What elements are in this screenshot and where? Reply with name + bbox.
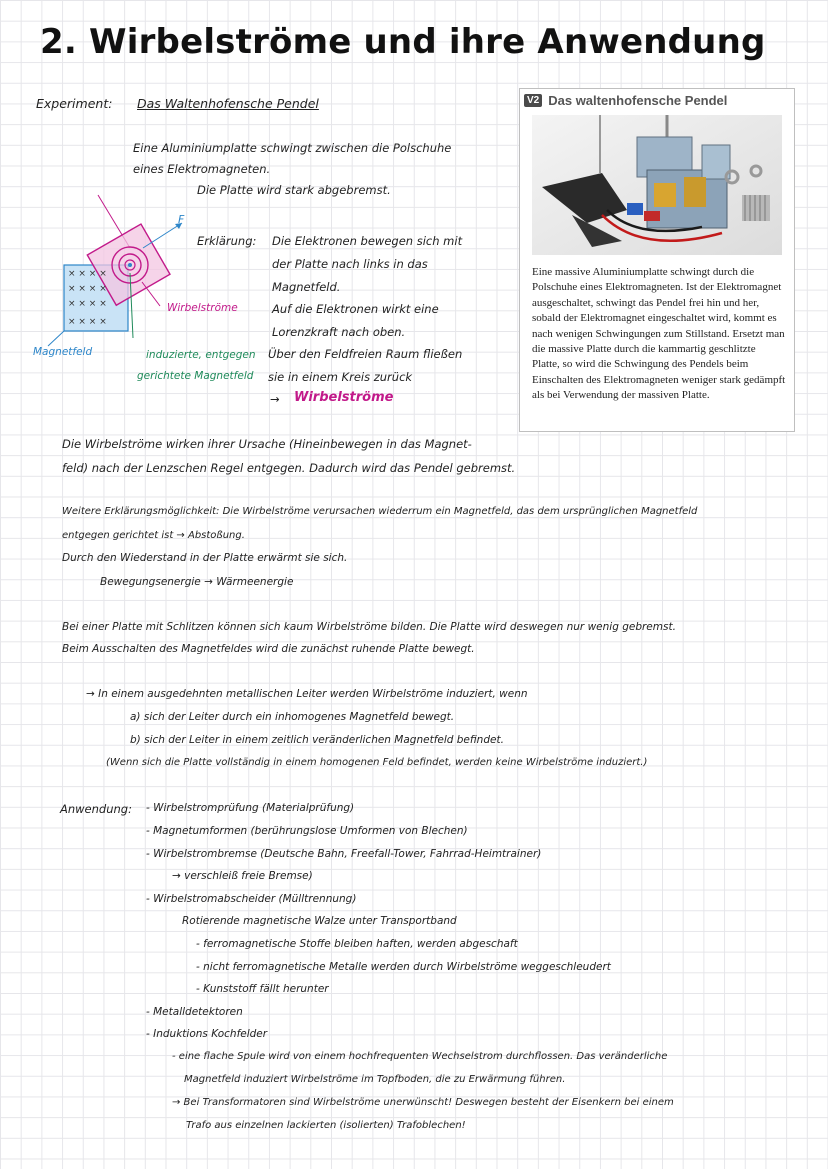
experiment-label: Experiment: bbox=[36, 96, 113, 111]
experiment-desc-1: Eine Aluminiumplatte schwingt zwischen die Polschuhe bbox=[133, 141, 452, 155]
page-title: 2. Wirbelströme und ihre Anwendung bbox=[40, 22, 766, 62]
anwendung-item-12: - eine flache Spule wird von einem hochfrequenten Wechselstrom durchflossen. Das veränderliche bbox=[172, 1051, 668, 1062]
induced-field-label-1: induzierte, entgegen bbox=[146, 349, 256, 361]
anwendung-item-7: - ferromagnetische Stoffe bleiben haften, werden abgeschaft bbox=[196, 938, 518, 950]
anwendung-item-8: - nicht ferromagnetische Metalle werden durch Wirbelströme weggeschleudert bbox=[196, 961, 611, 973]
experiment-desc-2: eines Elektromagneten. bbox=[133, 162, 271, 176]
para-4b: a) sich der Leiter durch ein inhomogenes Magnetfeld bewegt. bbox=[130, 711, 455, 723]
anwendung-item-5: - Wirbelstromabscheider (Mülltrennung) bbox=[146, 893, 357, 905]
anwendung-item-9: - Kunststoff fällt herunter bbox=[196, 983, 329, 995]
para-2b: entgegen gerichtet ist → Abstoßung. bbox=[62, 530, 245, 541]
force-label: F bbox=[178, 213, 185, 226]
textbook-box bbox=[519, 88, 795, 432]
anwendung-item-6: Rotierende magnetische Walze unter Transportband bbox=[182, 915, 457, 927]
anwendung-item-10: - Metalldetektoren bbox=[146, 1006, 243, 1018]
svg-text:× × × ×: × × × × bbox=[68, 269, 107, 279]
eddy-current-diagram bbox=[30, 190, 230, 360]
para-2a: Weitere Erklärungsmöglichkeit: Die Wirbelströme verursachen wiederrum ein Magnetfeld, das dem ursprünglichen Magnetfeld bbox=[62, 506, 698, 517]
para-4d: (Wenn sich die Platte vollständig in einem homogenen Feld befindet, werden keine Wirbelströme induziert.) bbox=[106, 757, 648, 768]
box-badge: V2 bbox=[524, 94, 542, 107]
pendulum-photo bbox=[532, 115, 782, 255]
erklaerung-line-5: Lorenzkraft nach oben. bbox=[272, 325, 406, 339]
anwendung-item-14: → Bei Transformatoren sind Wirbelströme unerwünscht! Deswegen besteht der Eisenkern bei einem bbox=[172, 1097, 674, 1108]
erklaerung-line-7: sie in einem Kreis zurück bbox=[268, 370, 413, 384]
box-description: Eine massive Aluminiumplatte schwingt durch die Polschuhe eines Elektromagneten. Ist der Elektromagnet ausgeschaltet, schwingt das Pendel frei hin und her, sobald der Elektromagnet eingeschaltet wird, kommt es nach wenigen Schwingungen zum Stillstand. Ersetzt man die massive Platte durch die kammartig geschlitzte Platte, so wird die Schwingung des Pendels beim Einschalten des Elektromagneten weniger stark gedämpft als bei Verwendung der massiven Platte. bbox=[532, 266, 786, 402]
anwendung-item-1: - Wirbelstromprüfung (Materialprüfung) bbox=[146, 802, 355, 814]
para-3b: Beim Ausschalten des Magnetfeldes wird die zunächst ruhende Platte bewegt. bbox=[62, 643, 475, 655]
svg-text:× × × ×: × × × × bbox=[68, 299, 107, 309]
anwendung-item-11: - Induktions Kochfelder bbox=[146, 1028, 268, 1040]
wirbelstroeme-label: Wirbelströme bbox=[167, 302, 238, 314]
erklaerung-line-3: Magnetfeld. bbox=[272, 280, 341, 294]
experiment-desc-3: Die Platte wird stark abgebremst. bbox=[197, 183, 391, 197]
result-arrow: → bbox=[270, 392, 280, 406]
para-3a: Bei einer Platte mit Schlitzen können sich kaum Wirbelströme bilden. Die Platte wird deswegen nur wenig gebremst. bbox=[62, 621, 676, 633]
erklaerung-line-4: Auf die Elektronen wirkt eine bbox=[272, 302, 439, 316]
force-arrow bbox=[143, 223, 182, 248]
svg-text:× × × ×: × × × × bbox=[68, 317, 107, 327]
box-header bbox=[524, 93, 727, 108]
induced-field-dot bbox=[128, 263, 132, 267]
box-title: Das waltenhofensche Pendel bbox=[548, 93, 728, 108]
erklaerung-label: Erklärung: bbox=[197, 234, 257, 248]
anwendung-item-13: Magnetfeld induziert Wirbelströme im Topfboden, die zu Erwärmung führen. bbox=[184, 1074, 566, 1085]
para-1a: Die Wirbelströme wirken ihrer Ursache (Hineinbewegen in das Magnet- bbox=[62, 437, 472, 451]
para-1b: feld) nach der Lenzschen Regel entgegen. Dadurch wird das Pendel gebremst. bbox=[62, 461, 516, 475]
erklaerung-line-2: der Platte nach links in das bbox=[272, 257, 428, 271]
anwendung-item-15: Trafo aus einzelnen lackierten (isolierten) Trafoblechen! bbox=[186, 1120, 466, 1131]
para-2c: Durch den Wiederstand in der Platte erwärmt sie sich. bbox=[62, 552, 348, 564]
magnetfeld-label: Magnetfeld bbox=[33, 346, 93, 358]
svg-text:× × × ×: × × × × bbox=[68, 284, 107, 294]
para-4a: → In einem ausgedehnten metallischen Leiter werden Wirbelströme induziert, wenn bbox=[86, 688, 528, 700]
anwendung-item-3: - Wirbelstrombremse (Deutsche Bahn, Freefall-Tower, Fahrrad-Heimtrainer) bbox=[146, 848, 542, 860]
experiment-name: Das Waltenhofensche Pendel bbox=[137, 96, 319, 111]
anwendung-item-4: → verschleiß freie Bremse) bbox=[172, 870, 313, 882]
anwendung-label: Anwendung: bbox=[60, 802, 132, 816]
induced-field-label-2: gerichtete Magnetfeld bbox=[137, 370, 254, 382]
result-wirbelstroeme: Wirbelströme bbox=[294, 390, 394, 405]
anwendung-item-2: - Magnetumformen (berührungslose Umformen von Blechen) bbox=[146, 825, 468, 837]
para-4c: b) sich der Leiter in einem zeitlich veränderlichen Magnetfeld befindet. bbox=[130, 734, 504, 746]
para-2d: Bewegungsenergie → Wärmeenergie bbox=[100, 576, 294, 588]
erklaerung-line-1: Die Elektronen bewegen sich mit bbox=[272, 234, 463, 248]
erklaerung-line-6: Über den Feldfreien Raum fließen bbox=[268, 347, 463, 361]
